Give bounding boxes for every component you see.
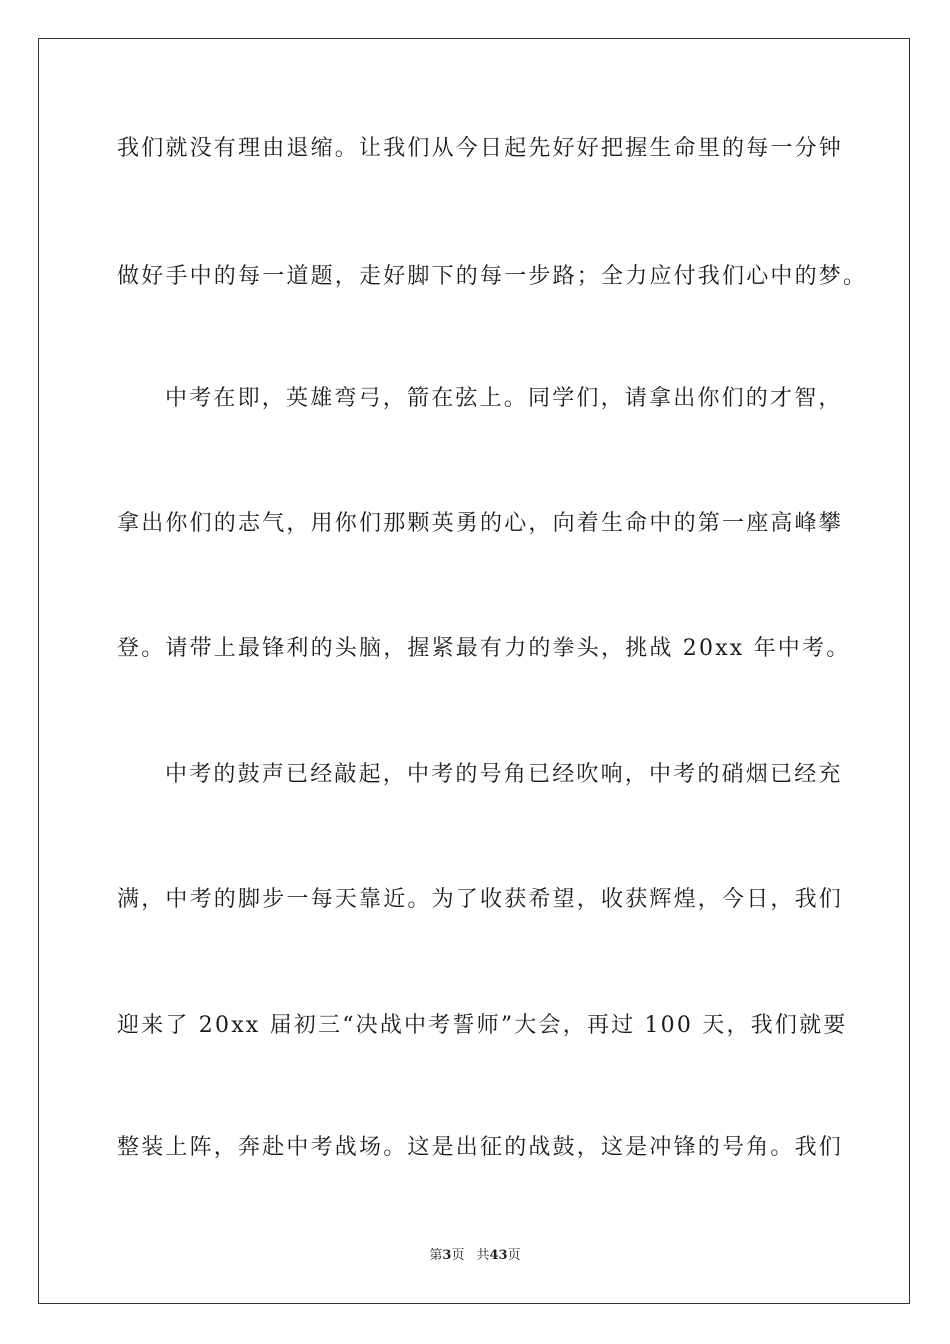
text-line-5: 登。请带上最锋利的头脑，握紧最有力的拳头，挑战 20xx 年中考。 bbox=[117, 636, 851, 661]
text-line-6: 中考的鼓声已经敲起，中考的号角已经吹响，中考的硝烟已经充 bbox=[165, 762, 843, 787]
text-line-9: 整装上阵，奔赴中考战场。这是出征的战鼓，这是冲锋的号角。我们 bbox=[117, 1135, 844, 1160]
page-frame bbox=[38, 38, 910, 1304]
total-suffix: 页 bbox=[507, 1248, 521, 1263]
text-line-2: 做好手中的每一道题，走好脚下的每一步路；全力应付我们心中的梦。 bbox=[117, 264, 868, 289]
page-footer bbox=[0, 1247, 950, 1265]
text-line-7: 满，中考的脚步一每天靠近。为了收获希望，收获辉煌，今日，我们 bbox=[117, 887, 844, 912]
page-suffix: 页 bbox=[451, 1248, 465, 1263]
text-line-3: 中考在即，英雄弯弓，箭在弦上。同学们，请拿出你们的才智， bbox=[165, 386, 843, 411]
total-prefix: 共 bbox=[476, 1248, 490, 1263]
page-number: 3 bbox=[442, 1248, 452, 1263]
text-line-8: 迎来了 20xx 届初三“决战中考誓师”大会，再过 100 天，我们就要 bbox=[117, 1013, 848, 1038]
page-prefix: 第 bbox=[429, 1248, 443, 1263]
total-pages: 43 bbox=[489, 1248, 508, 1263]
text-line-4: 拿出你们的志气，用你们那颗英勇的心，向着生命中的第一座高峰攀 bbox=[117, 511, 844, 536]
text-line-1: 我们就没有理由退缩。让我们从今日起先好好把握生命里的每一分钟 bbox=[117, 136, 844, 161]
